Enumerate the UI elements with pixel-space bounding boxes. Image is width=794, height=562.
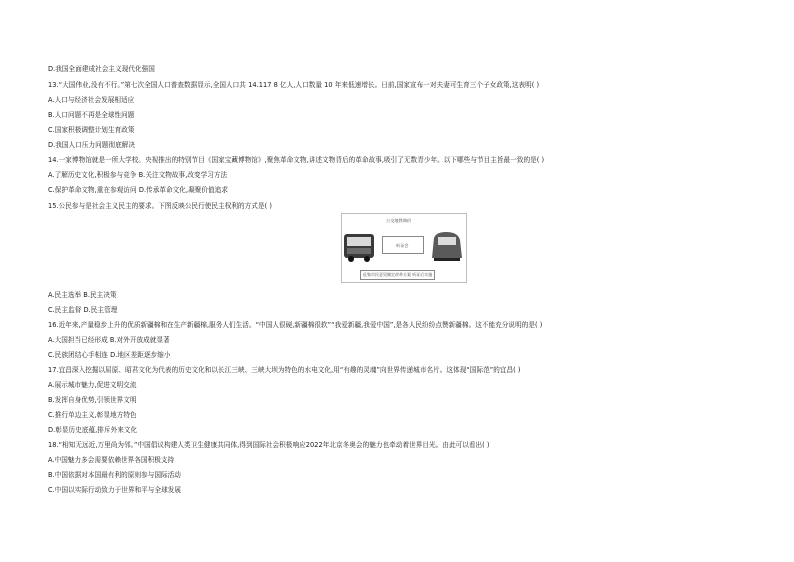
q15-options-ab: A.民主选举 B.民主决策 (48, 291, 117, 299)
bus-metro-hearing-figure (341, 213, 467, 283)
figure-top-label: 公交地铁调价 (386, 218, 412, 223)
q18-option-c: C.中国以实际行动致力于世界和平与全球发展 (48, 486, 182, 494)
bus-image (342, 228, 376, 266)
figure-bottom-label: 征集市民意见制定改革方案 听证后实施 (360, 270, 435, 280)
figure-middle-label: 听证会 (396, 243, 409, 248)
option-d-prev: D.我国全面建成社会主义现代化强国 (48, 65, 155, 73)
q17-option-b: B.发挥自身优势,引领世界文明 (48, 396, 137, 404)
q13-option-c: C.国家积极调整计划生育政策 (48, 126, 135, 134)
question-15: 15.公民参与是社会主义民主的要求。下图反映公民行使民主权利的方式是( ) (48, 202, 272, 210)
q14-options-cd: C.保护革命文物,重在参观访问 D.传承革命文化,凝聚价值追求 (48, 186, 228, 194)
q16-options-cd: C.民族团结心手相连 D.地区差距逐步缩小 (48, 351, 171, 359)
q18-option-b: B.中国依据对本国最有利的原则参与国际活动 (48, 471, 181, 479)
q15-options-cd: C.民主监督 D.民主管理 (48, 306, 118, 314)
q13-option-d: D.我国人口压力问题彻底解决 (48, 141, 135, 149)
question-13: 13.“大国伟业,没有不行。”第七次全国人口普查数据显示,全国人口共 14.117 8 亿人,人口数量 10 年来低速增长。日前,国家宣布一对夫妻可生育三个子女政策,这表明( ) (48, 81, 540, 89)
q17-option-d: D.彰显历史底蕴,排斥外来文化 (48, 426, 138, 434)
question-17: 17.宜昌深入挖掘以屈原、昭君文化为代表的历史文化和以长江三峡、三峡大坝为特色的水电文化,用“有趣的灵魂”向世界传递城市名片。这体现“国际范”的宜昌( ) (48, 366, 521, 374)
q14-options-ab: A.了解历史文化,积极参与竞争 B.关注文物故事,改变学习方法 (48, 171, 228, 179)
q17-option-a: A.展示城市魅力,促进文明交流 (48, 381, 137, 389)
q17-option-c: C.推行单边主义,彰显地方特色 (48, 411, 137, 419)
q16-options-ab: A.大国担当已经形成 B.对外开放成就显著 (48, 336, 170, 344)
question-18: 18.“相知无远近,万里尚为邻。”中国倡议构建人类卫生健康共同体,得到国际社会积极响应2022年北京冬奥会的魅力也牵动着世界目光。由此可以看出( ) (48, 441, 490, 449)
question-14: 14.一家博物馆就是一所大学校。央视推出的特别节目《国家宝藏博物馆》,聚焦革命文物,讲述文物背后的革命故事,吸引了无数青少年。以下哪些与节目主旨最一致的是( ) (48, 156, 545, 164)
question-16: 16.近年来,产量稳步上升的优质新疆棉和在生产新疆棉,服务人们生活。“中国人很硬,新疆棉很软”“我爱新疆,我爱中国”,是各人民纷纷点赞新疆棉。这不能充分说明的是( ) (48, 321, 543, 329)
q18-option-a: A.中国魅力多会需要依赖世界各国积极支持 (48, 456, 175, 464)
q13-option-b: B.人口问题不再是全球性问题 (48, 111, 135, 119)
train-image (428, 228, 464, 266)
q13-option-a: A.人口与经济社会发展相适应 (48, 96, 135, 104)
